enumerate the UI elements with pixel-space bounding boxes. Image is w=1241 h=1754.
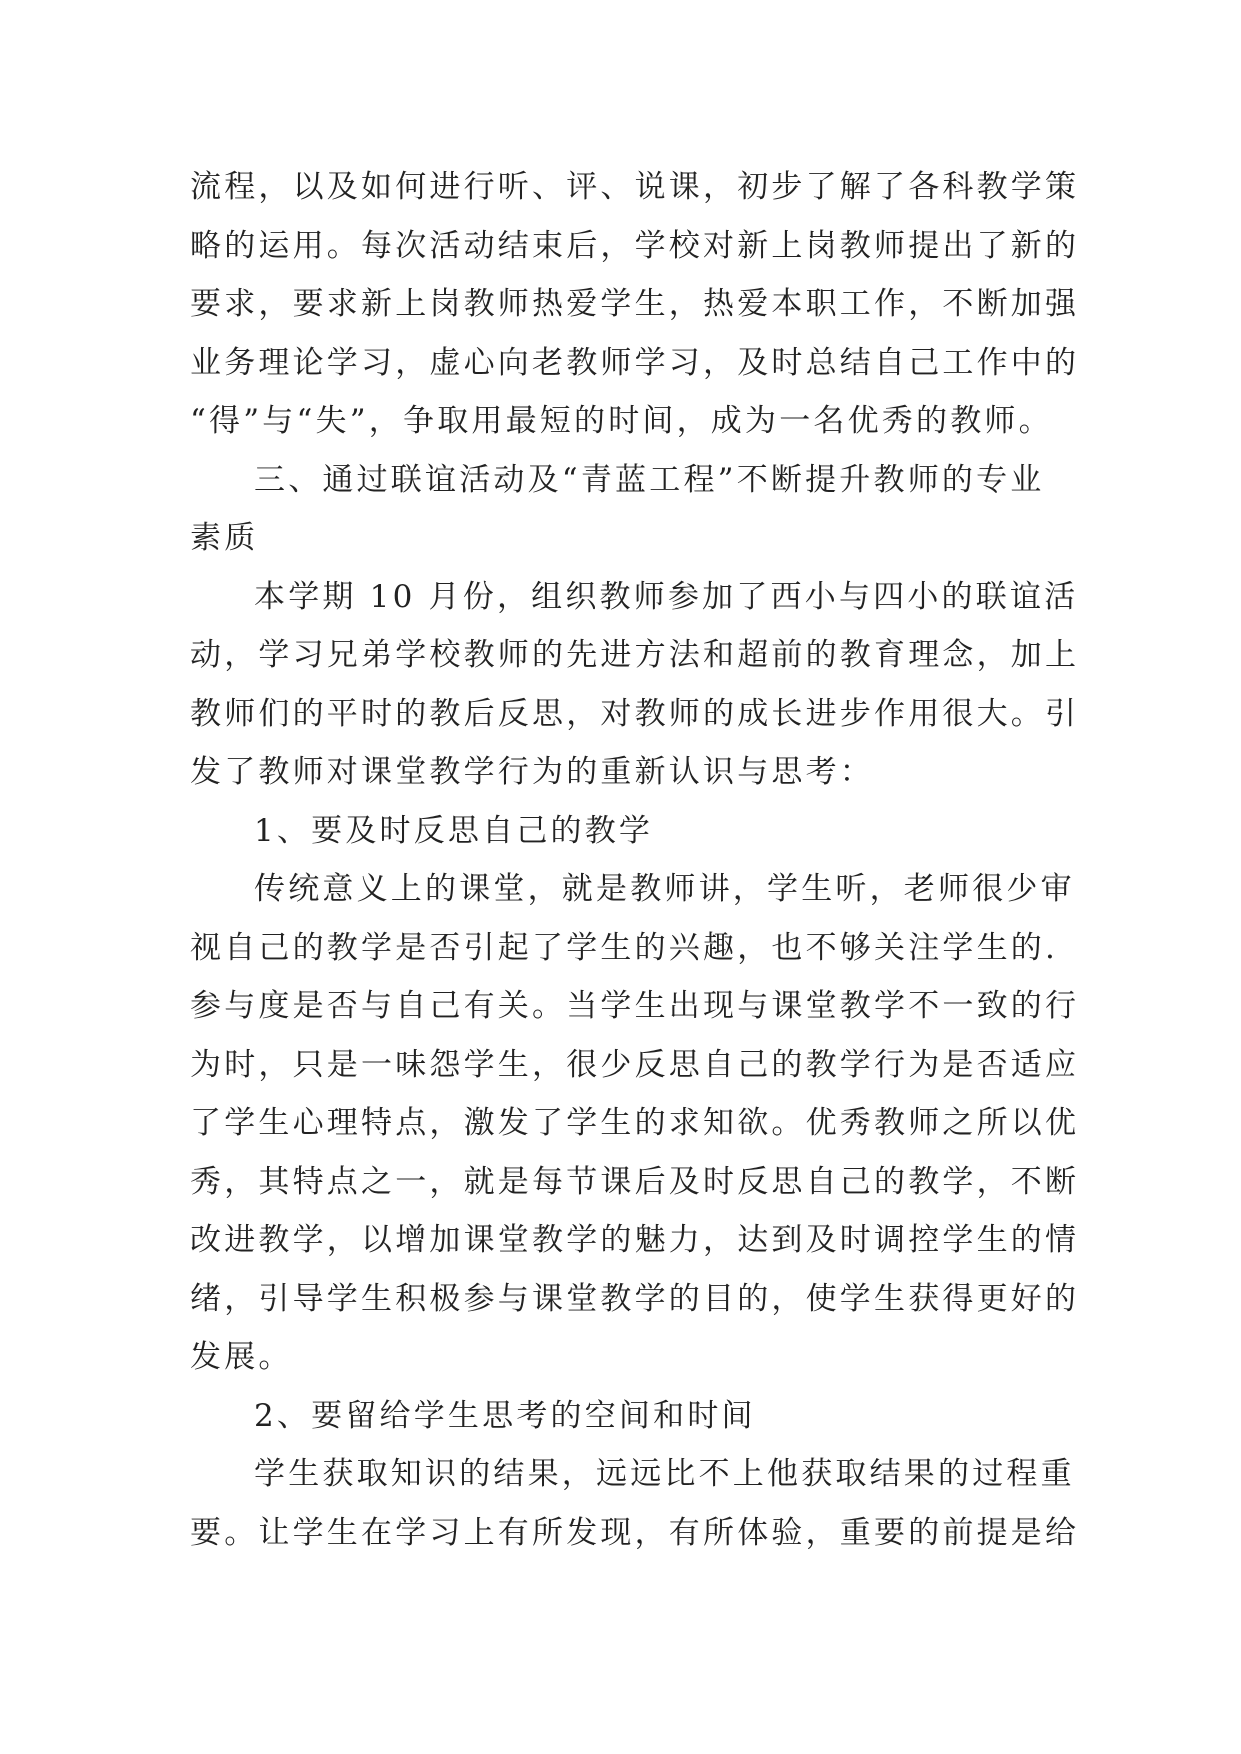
text-line: 视自己的教学是否引起了学生的兴趣，也不够关注学生的. — [190, 929, 1059, 966]
text-line: 改进教学，以增加课堂教学的魅力，达到及时调控学生的情 — [190, 1222, 1080, 1258]
text-line: 发了教师对课堂教学行为的重新认识与思考： — [190, 754, 874, 790]
section-heading-3-cont: 素质 — [190, 520, 259, 556]
text-line: 秀，其特点之一，就是每节课后及时反思自己的教学，不断 — [190, 1163, 1080, 1200]
paragraph-start: 本学期 10 月份，组织教师参加了西小与四小的联谊活 — [254, 578, 1079, 615]
text-line: 要。让学生在学习上有所发现，有所体验，重要的前提是给 — [190, 1514, 1080, 1551]
text-line: 绪，引导学生积极参与课堂教学的目的，使学生获得更好的 — [190, 1280, 1080, 1317]
text-line: 教师们的平时的教后反思，对教师的成长进步作用很大。引 — [190, 695, 1080, 732]
section-heading-3: 三、通过联谊活动及“青蓝工程”不断提升教师的专业 — [254, 461, 1045, 498]
text-line: 了学生心理特点，激发了学生的求知欲。优秀教师之所以优 — [190, 1105, 1080, 1141]
paragraph-start: 学生获取知识的结果，远远比不上他获取结果的过程重 — [254, 1456, 1075, 1492]
text-line: 参与度是否与自己有关。当学生出现与课堂教学不一致的行 — [190, 988, 1080, 1024]
text-line: 流程，以及如何进行听、评、说课，初步了解了各科教学策 — [190, 169, 1080, 205]
text-line: 动，学习兄弟学校教师的先进方法和超前的教育理念，加上 — [190, 637, 1080, 673]
text-line: 略的运用。每次活动结束后，学校对新上岗教师提出了新的 — [190, 227, 1080, 264]
text-line: 要求，要求新上岗教师热爱学生，热爱本职工作，不断加强 — [190, 286, 1080, 322]
text-line: 为时，只是一味怨学生，很少反思自己的教学行为是否适应 — [190, 1046, 1080, 1083]
subheading-1: 1、要及时反思自己的教学 — [254, 812, 654, 849]
text-line: “得”与“失”，争取用最短的时间，成为一名优秀的教师。 — [190, 403, 1053, 439]
subheading-2: 2、要留给学生思考的空间和时间 — [254, 1397, 756, 1434]
text-line: 业务理论学习，虚心向老教师学习，及时总结自己工作中的 — [190, 344, 1080, 381]
text-line: 发展。 — [190, 1339, 293, 1375]
paragraph-start: 传统意义上的课堂，就是教师讲，学生听，老师很少审 — [254, 871, 1075, 907]
body-text — [190, 158, 1080, 1562]
